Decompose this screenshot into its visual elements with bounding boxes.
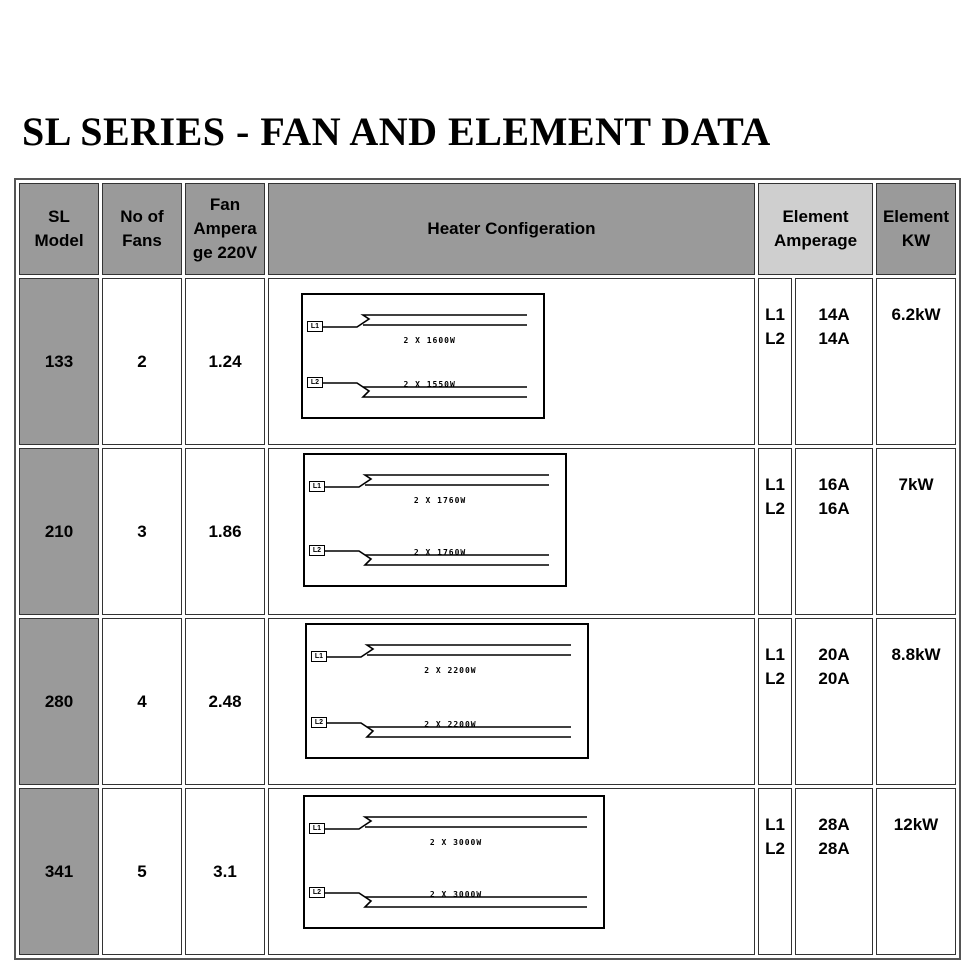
- heater-diagram-cell: [268, 618, 755, 785]
- header-model-line2: Model: [34, 231, 84, 250]
- amperage-l2: 16A: [818, 499, 850, 518]
- header-model-line1: SL: [48, 207, 70, 226]
- line1-label: L1: [765, 645, 785, 664]
- element-kw-cell: [876, 448, 956, 615]
- element-kw-value: 7kW: [898, 475, 934, 494]
- amperage-l1: 28A: [818, 815, 850, 834]
- element-kw-value: 8.8kW: [891, 645, 941, 664]
- element-kw-value: 6.2kW: [891, 305, 941, 324]
- line2-terminal: L2: [307, 377, 323, 388]
- element-amperage-cell: [795, 278, 873, 445]
- model-cell: [19, 448, 99, 615]
- model-value: 133: [44, 351, 74, 371]
- fans-value: 2: [137, 351, 147, 371]
- amperage-l2: 14A: [818, 329, 850, 348]
- header-element-amperage: [758, 183, 873, 275]
- header-fans-line2: Fans: [122, 231, 162, 250]
- heater-wiring-diagram: [269, 449, 756, 590]
- line-labels-cell: [758, 788, 792, 955]
- fans-cell: [102, 448, 182, 615]
- table-row: [19, 278, 956, 445]
- line1-terminal: L1: [309, 481, 325, 492]
- line2-label: L2: [765, 329, 785, 348]
- model-cell: [19, 278, 99, 445]
- line2-terminal: L2: [311, 717, 327, 728]
- line1-terminal: L1: [309, 823, 325, 834]
- line2-label: L2: [765, 839, 785, 858]
- fan-ampere-cell: [185, 278, 265, 445]
- heater-label-l2: 2 X 1550W: [403, 380, 456, 389]
- header-fans-line1: No of: [120, 207, 164, 226]
- element-kw-cell: [876, 278, 956, 445]
- fan-ampere-value: 3.1: [213, 861, 237, 881]
- model-cell: [19, 618, 99, 785]
- amperage-l2: 20A: [818, 669, 850, 688]
- heater-label-l1: 2 X 1600W: [403, 336, 456, 345]
- element-kw-value: 12kW: [893, 815, 939, 834]
- fan-ampere-value: 1.24: [208, 351, 242, 371]
- fan-ampere-value: 1.86: [208, 521, 242, 541]
- model-value: 341: [44, 861, 74, 881]
- heater-label-l1: 2 X 1760W: [413, 496, 467, 505]
- amperage-l1: 20A: [818, 645, 850, 664]
- header-element-kw: [876, 183, 956, 275]
- heater-wiring-diagram: [269, 279, 756, 420]
- heater-label-l2: 2 X 3000W: [429, 890, 483, 899]
- element-amperage-cell: [795, 618, 873, 785]
- header-fan-ampere: [185, 183, 265, 275]
- heater-diagram-cell: [268, 448, 755, 615]
- line1-label: L1: [765, 305, 785, 324]
- table-row: [19, 618, 956, 785]
- fan-ampere-cell: [185, 788, 265, 955]
- heater-wiring-diagram: [269, 789, 756, 930]
- header-element-kw-line2: KW: [901, 231, 931, 250]
- header-model: [19, 183, 99, 275]
- line1-terminal: L1: [311, 651, 327, 662]
- amperage-l1: 14A: [818, 305, 850, 324]
- heater-label-l2: 2 X 1760W: [413, 548, 467, 557]
- header-ampere-line1: Fan: [209, 195, 241, 214]
- table-row: [19, 448, 956, 615]
- header-heater-configuration: Heater Configeration: [268, 183, 755, 275]
- fans-value: 3: [137, 521, 147, 541]
- header-ampere-line2: Ampera: [193, 219, 257, 238]
- line2-label: L2: [765, 499, 785, 518]
- heater-wiring-diagram: [269, 619, 756, 760]
- heater-diagram-cell: [268, 788, 755, 955]
- line2-terminal: L2: [309, 887, 325, 898]
- line1-terminal: L1: [307, 321, 323, 332]
- fans-value: 5: [137, 861, 147, 881]
- model-cell: [19, 788, 99, 955]
- page-title: SL SERIES - FAN AND ELEMENT DATA: [22, 109, 771, 154]
- line2-terminal: L2: [309, 545, 325, 556]
- line1-label: L1: [765, 475, 785, 494]
- table-row: [19, 788, 956, 955]
- line-labels-cell: [758, 448, 792, 615]
- heater-label-l1: 2 X 3000W: [429, 838, 483, 847]
- header-element-kw-line1: Element: [882, 207, 950, 226]
- element-kw-cell: [876, 788, 956, 955]
- model-value: 280: [44, 691, 74, 711]
- amperage-l1: 16A: [818, 475, 850, 494]
- amperage-l2: 28A: [818, 839, 850, 858]
- heater-label-l1: 2 X 2200W: [424, 666, 477, 675]
- element-kw-cell: [876, 618, 956, 785]
- fan-ampere-cell: [185, 448, 265, 615]
- fans-value: 4: [137, 691, 147, 711]
- header-row: [19, 183, 956, 275]
- fans-cell: [102, 618, 182, 785]
- line1-label: L1: [765, 815, 785, 834]
- header-element-amp-line1: Element: [782, 207, 849, 226]
- element-amperage-cell: [795, 448, 873, 615]
- fans-cell: [102, 278, 182, 445]
- element-amperage-cell: [795, 788, 873, 955]
- line-labels-cell: [758, 618, 792, 785]
- fan-ampere-value: 2.48: [208, 691, 242, 711]
- line-labels-cell: [758, 278, 792, 445]
- header-ampere-line3: ge 220V: [192, 243, 258, 262]
- line2-label: L2: [765, 669, 785, 688]
- heater-label-l2: 2 X 2200W: [424, 720, 477, 729]
- fan-ampere-cell: [185, 618, 265, 785]
- fans-cell: [102, 788, 182, 955]
- heater-diagram-cell: [268, 278, 755, 445]
- fan-element-table: [14, 178, 961, 960]
- header-element-amp-line2: Amperage: [773, 231, 858, 250]
- model-value: 210: [44, 521, 74, 541]
- header-fans: [102, 183, 182, 275]
